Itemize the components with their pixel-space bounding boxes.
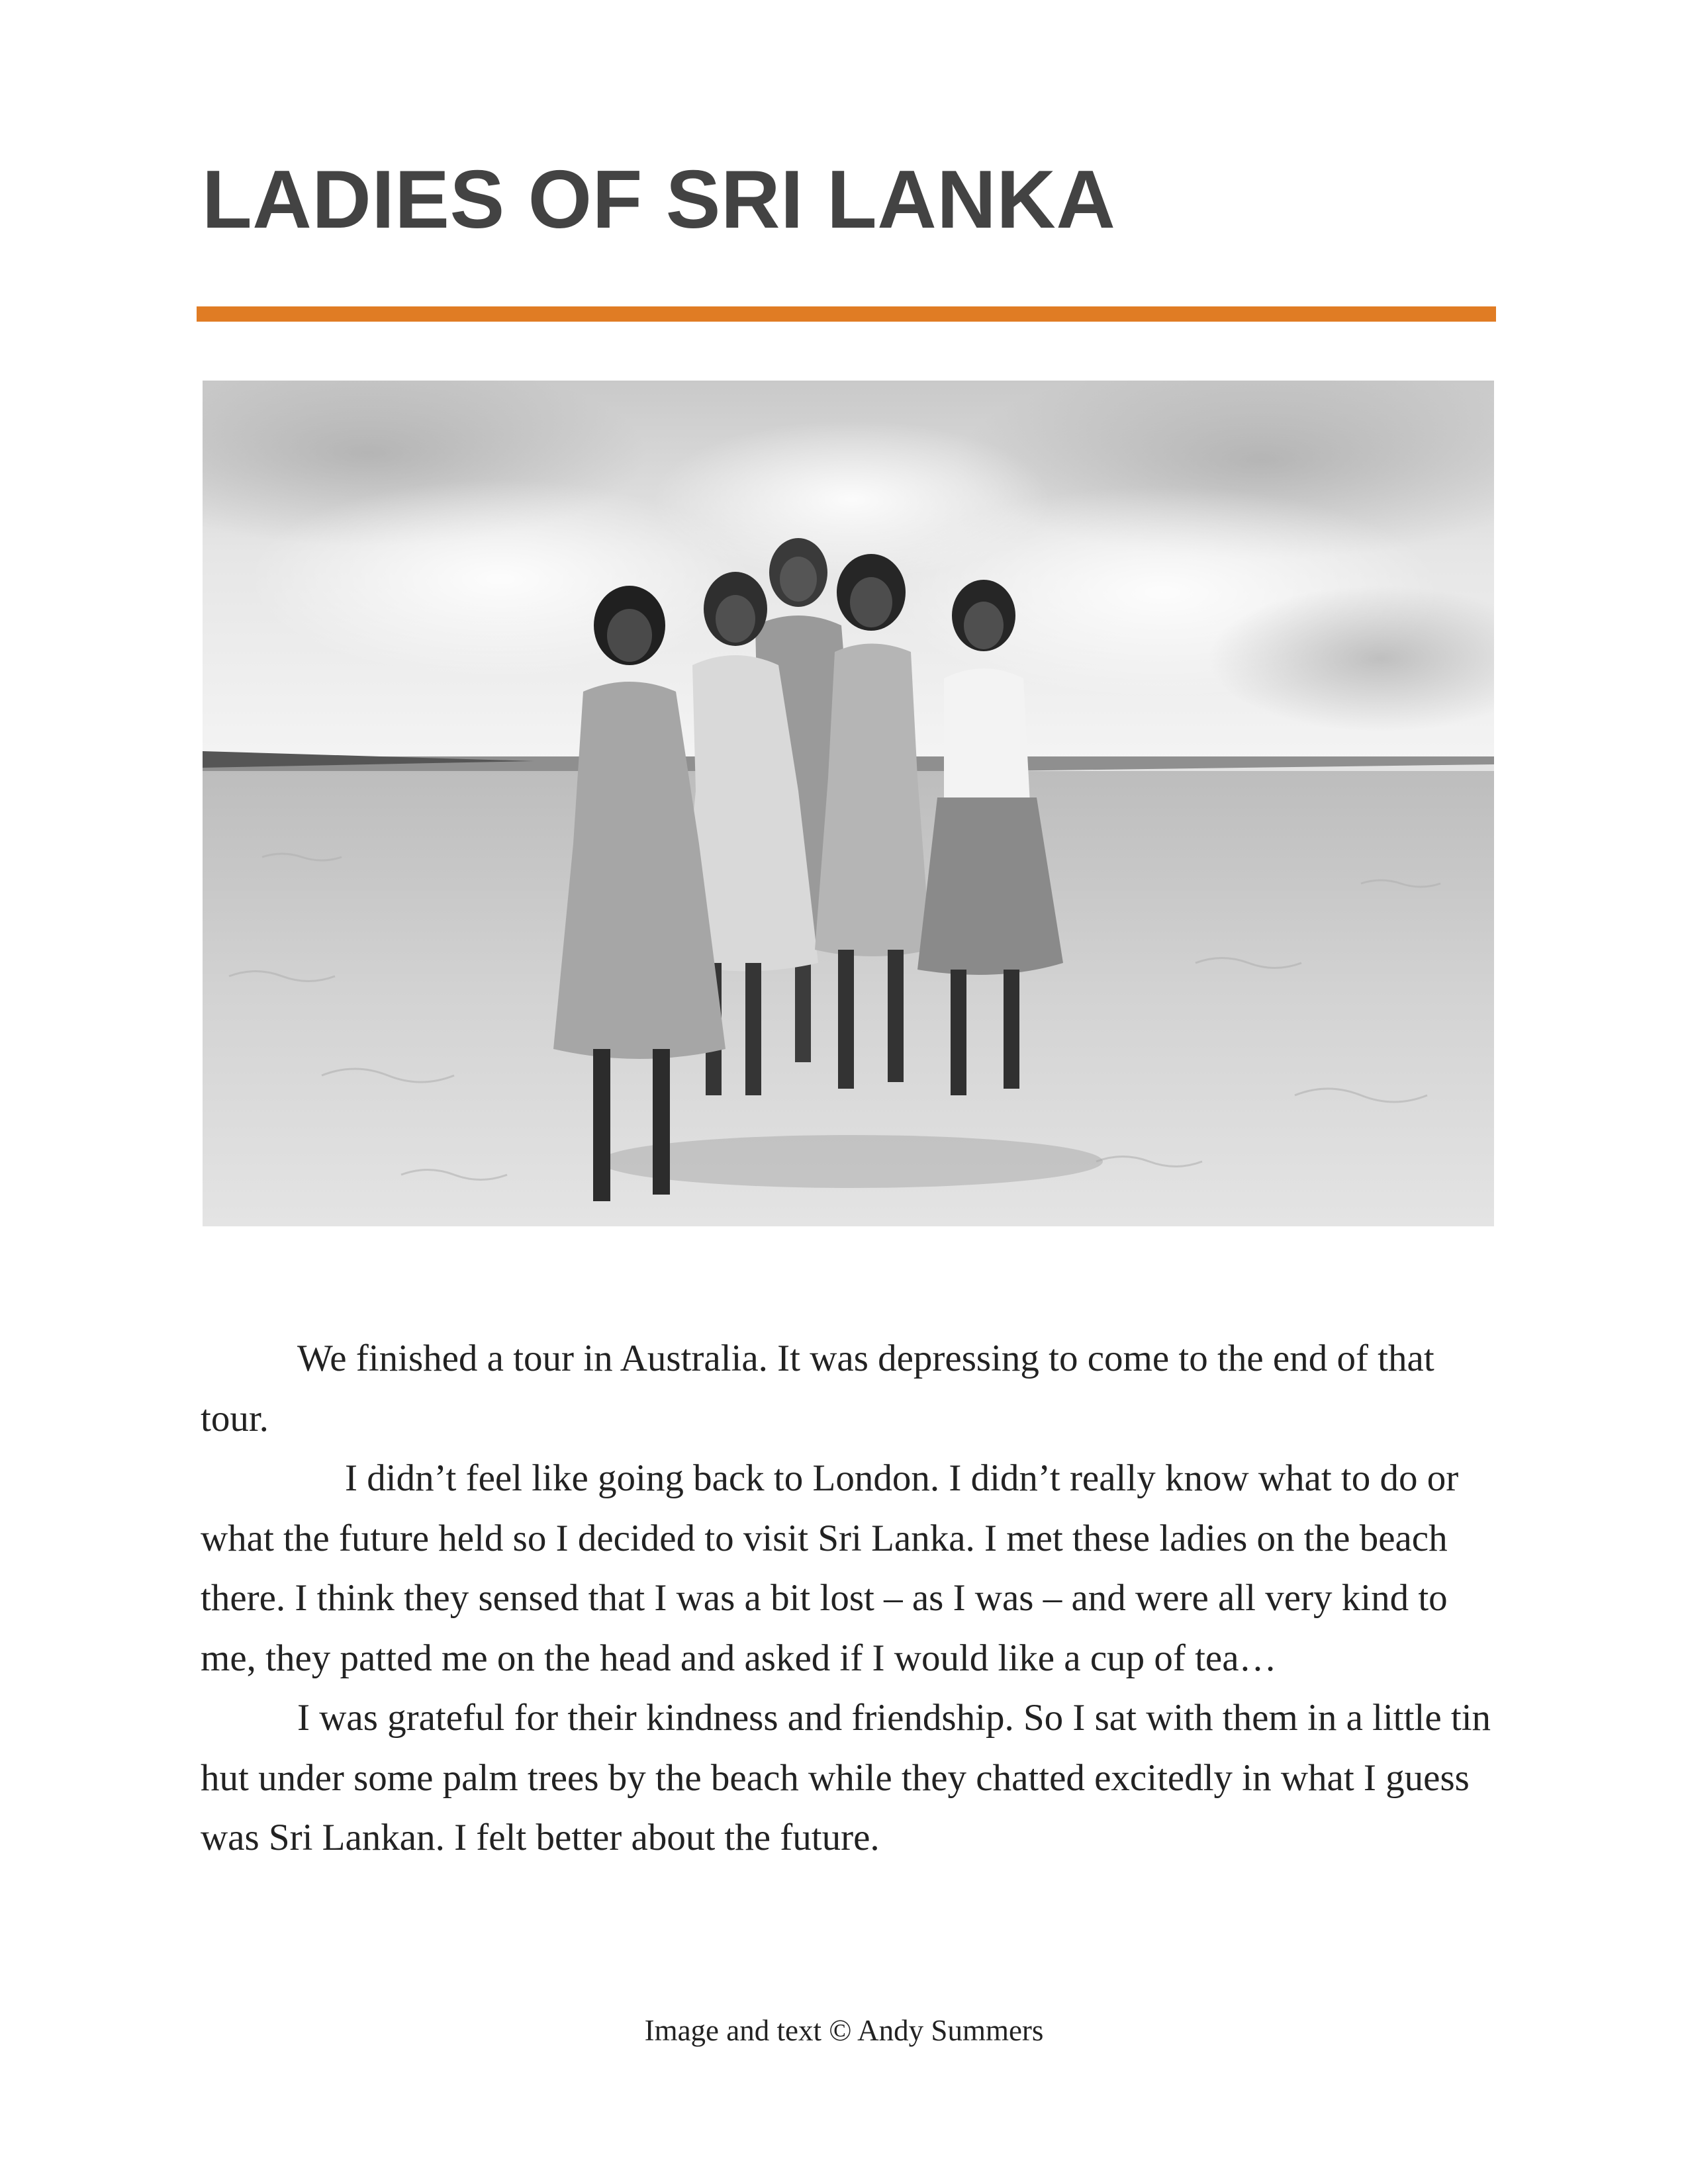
article-body: [201, 1329, 1498, 1868]
page-title: LADIES OF SRI LANKA: [202, 154, 1116, 246]
paragraph: We finished a tour in Australia. It was depressing to come to the end of that tour.: [201, 1338, 1434, 1439]
beach-photo: [203, 381, 1494, 1226]
paragraph: I didn’t feel like going back to London. I didn’t really know what to do or what the future held so I decided to visit Sri Lanka. I met these ladies on the beach there. I think they sensed that I was a bit lost – as I was – and were all very kind to me, they patted me on the head and asked if I would like a cup of tea…: [201, 1457, 1459, 1679]
copyright-credit: Image and text © Andy Summers: [644, 2014, 1044, 2047]
title-divider: [197, 306, 1496, 322]
paragraph: I was grateful for their kindness and friendship. So I sat with them in a little tin hut under some palm trees by the beach while they chatted excitedly in what I guess was Sri Lankan. I felt better about the future.: [201, 1697, 1491, 1858]
